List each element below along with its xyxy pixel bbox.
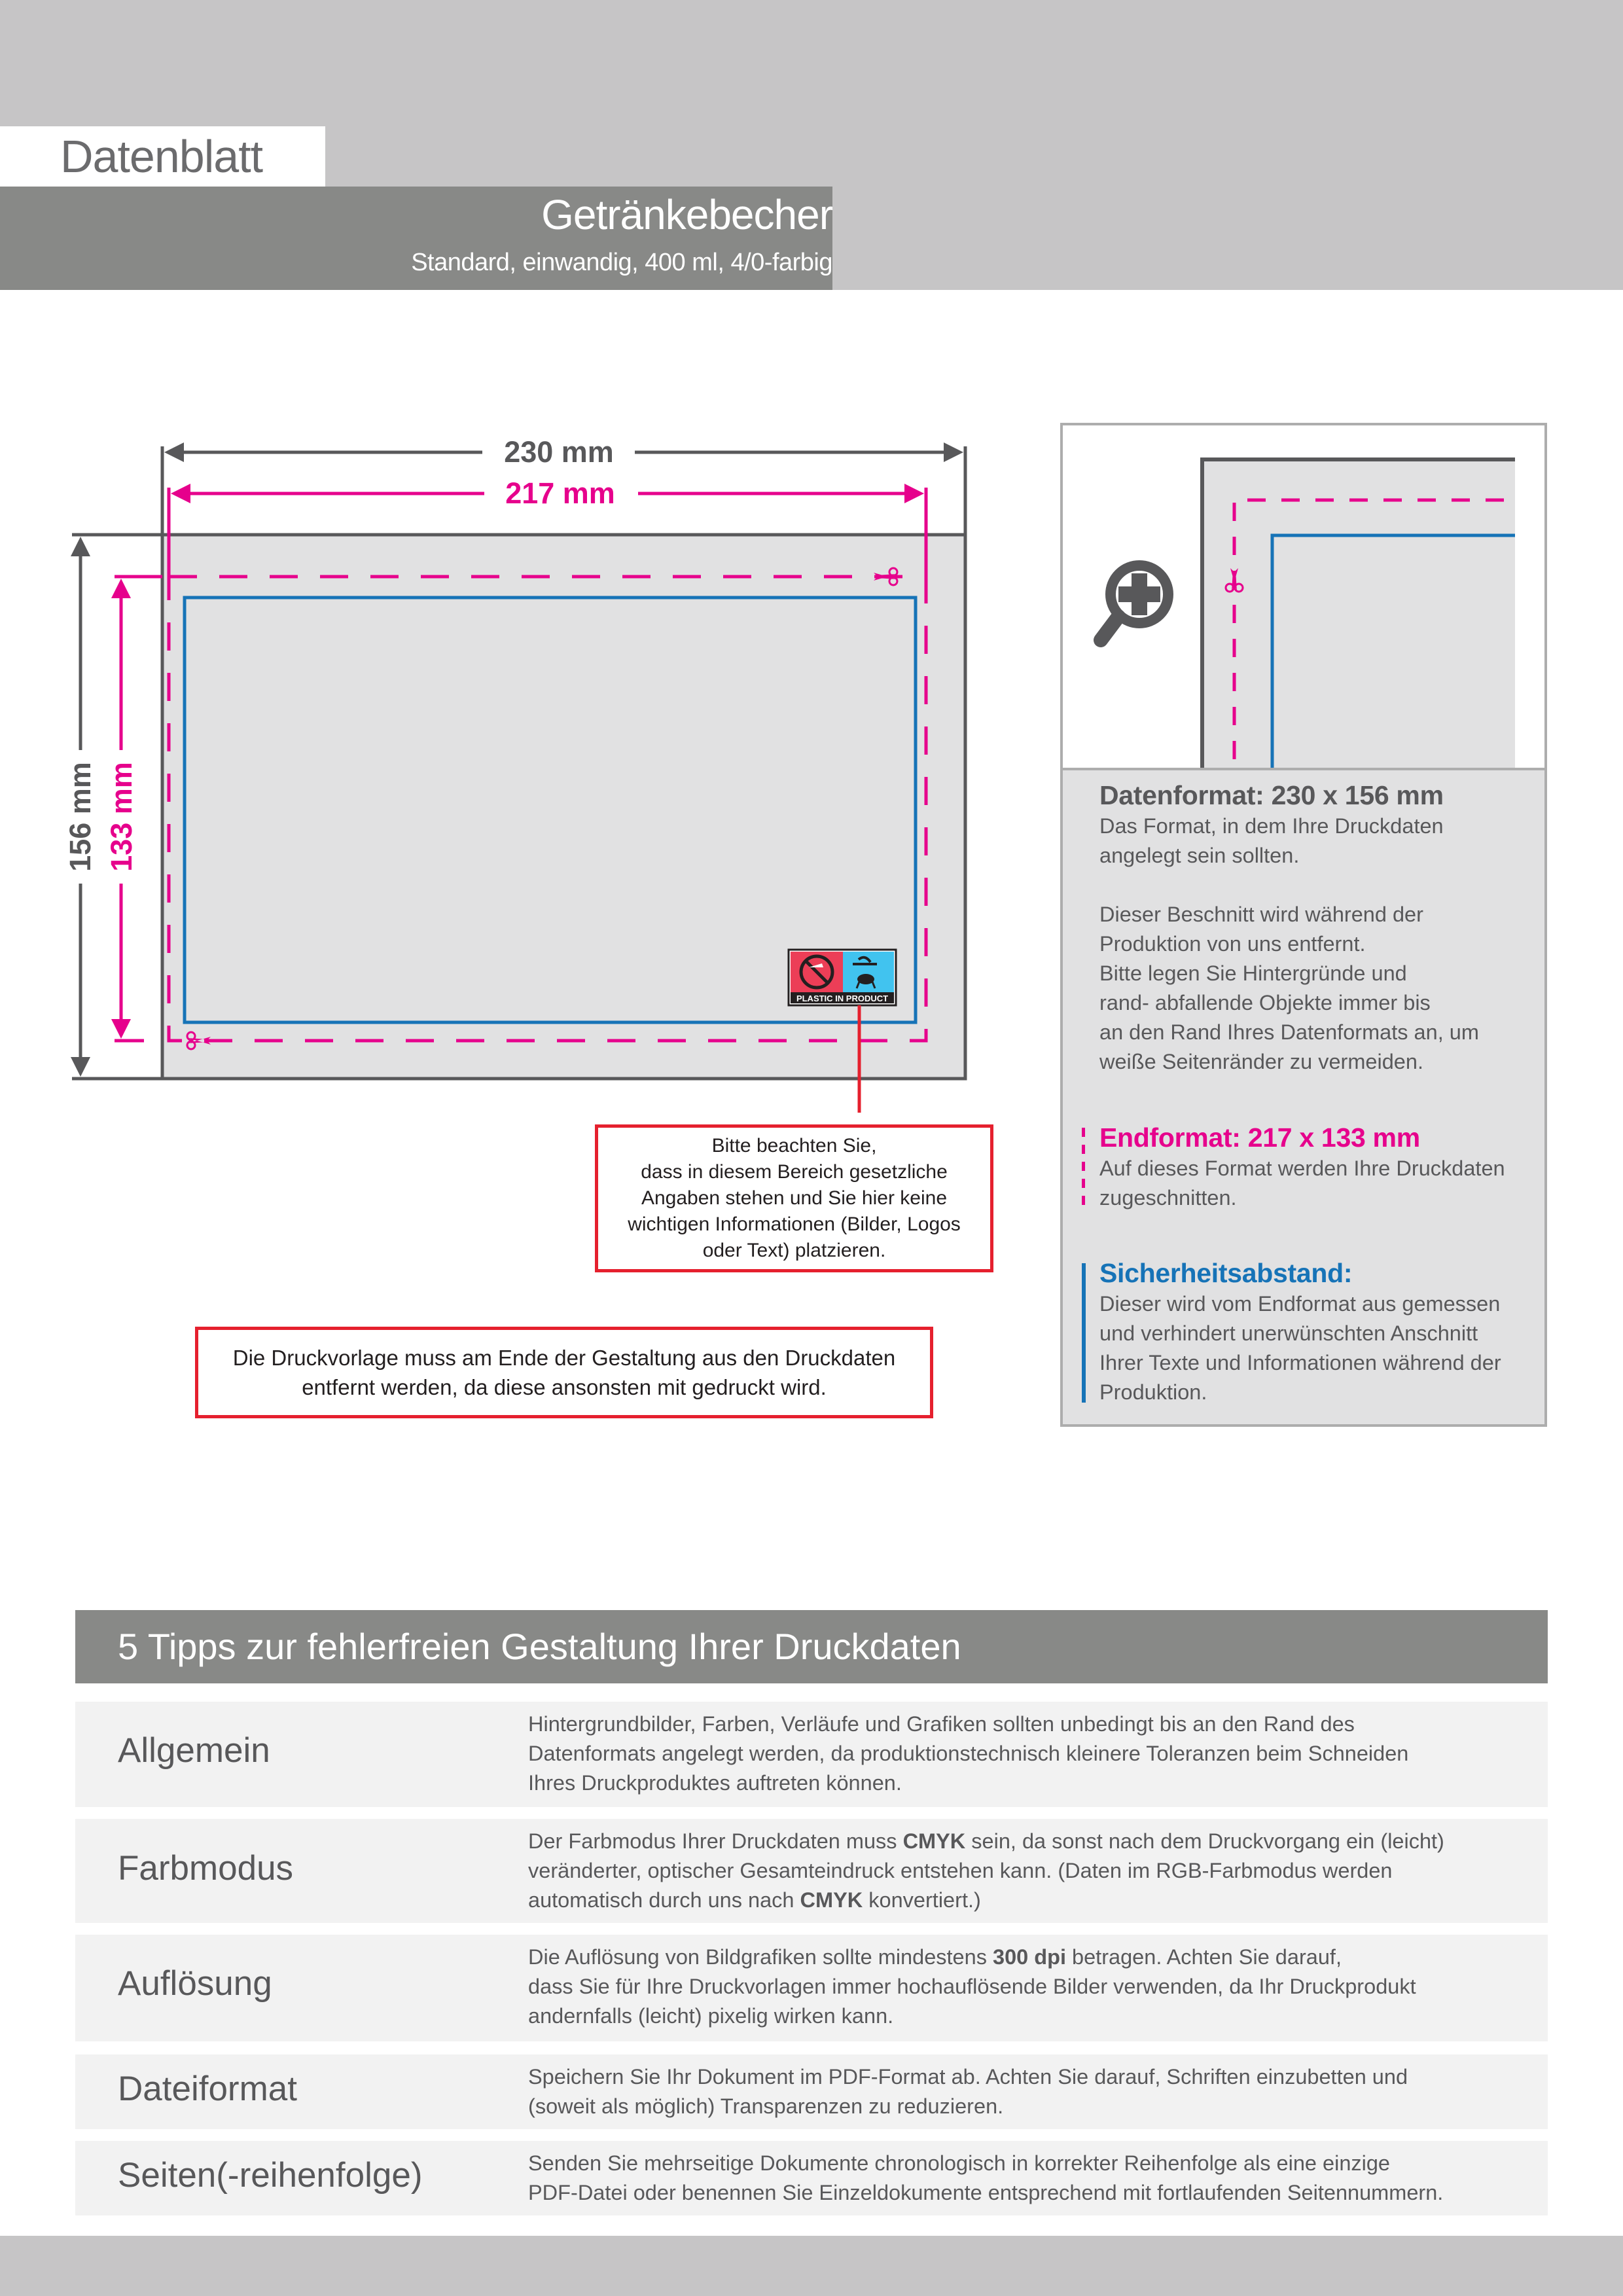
plastic-in-product-label [789, 950, 896, 1005]
footer-band [0, 2236, 1623, 2296]
text-run: Speichern Sie Ihr Dokument im PDF-Format ab. Achten Sie darauf, Schriften einzubetten und (soweit als möglich) Transparenzen zu reduzieren. [528, 2065, 1408, 2118]
text-run: konvertiert.) [863, 1888, 981, 1912]
text-run: betragen. Achten Sie darauf, dass Sie für Ihre Druckvorlagen immer hochauflösende Bilder verwenden, da Ihr Druckprodukt andernfalls (leicht) pixelig wirken kann. [528, 1945, 1416, 2028]
emphasis-text: 300 dpi [993, 1945, 1066, 1969]
sicherheitsabstand-text: Dieser wird vom Endformat aus gemessen und verhindert unerwünschten Anschnitt Ihrer Texte und Informationen während der Produktion. [1099, 1292, 1501, 1404]
datenformat-title: Datenformat: 230 x 156 mm [1099, 780, 1444, 810]
remove-template-note-text: Die Druckvorlage muss am Ende der Gestaltung aus den Druckdaten entfernt werden, da diese ansonsten mit gedruckt wird. [232, 1346, 896, 1399]
width-data-label: 230 mm [504, 435, 614, 469]
tip-label: Farbmodus [118, 1849, 294, 1888]
doc-type-label: Datenblatt [60, 131, 263, 182]
tip-label: Allgemein [118, 1731, 270, 1770]
magnifier-plus-icon [1101, 565, 1168, 640]
tip-label: Seiten(-reihenfolge) [118, 2156, 423, 2195]
product-title: Getränkebecher [541, 191, 832, 238]
tip-description [528, 1943, 1536, 2031]
text-run: sein, da sonst nach dem Druckvorgang ein (leicht) veränderter, optischer Gesamteindruck entstehen kann. (Daten im RGB-Farbmodus werden automatisch durch uns nach [528, 1829, 1444, 1912]
text-run: Senden Sie mehrseitige Dokumente chronologisch in korrekter Reihenfolge als eine einzige PDF-Datei oder benennen Sie Einzeldokumente entsprechend mit fortlaufenden Seitennummern. [528, 2151, 1444, 2204]
endformat-info [1099, 1121, 1538, 1213]
sicherheitsabstand-info [1099, 1257, 1538, 1407]
endformat-title: Endformat: 217 x 133 mm [1099, 1122, 1420, 1153]
text-run: Die Auflösung von Bildgrafiken sollte mindestens [528, 1945, 993, 1969]
legal-area-note [595, 1124, 993, 1272]
tip-row [75, 2054, 1548, 2129]
remove-template-note [195, 1327, 933, 1418]
tips-title: 5 Tipps zur fehlerfreien Gestaltung Ihrer Druckdaten [118, 1626, 961, 1667]
text-run: Hintergrundbilder, Farben, Verläufe und Grafiken sollten unbedingt bis an den Rand des Datenformats angelegt werden, da produktionstechnisch kleinere Toleranzen beim Schneiden Ihres Druckproduktes auftreten können. [528, 1712, 1409, 1795]
tip-row [75, 1935, 1548, 2041]
info-panel [1060, 423, 1547, 1427]
text-run: Der Farbmodus Ihrer Druckdaten muss [528, 1829, 903, 1853]
endformat-text: Auf dieses Format werden Ihre Druckdaten zugeschnitten. [1099, 1157, 1505, 1210]
tip-description [528, 1827, 1536, 1915]
height-final-label: 133 mm [105, 762, 138, 872]
endformat-dashed-marker [1082, 1128, 1085, 1210]
tip-description [528, 2062, 1536, 2121]
emphasis-text: CMYK [800, 1888, 863, 1912]
datenformat-info [1099, 779, 1538, 1077]
datenformat-text: Das Format, in dem Ihre Druckdaten angelegt sein sollten. Dieser Beschnitt wird während der Produktion von uns entfernt. Bitte legen Sie Hintergründe und rand- abfallende Objekte immer bis an den Rand Ihres Datenformats an, um weiße Seitenränder zu vermeiden. [1099, 814, 1479, 1073]
tip-row [75, 1702, 1548, 1807]
width-final-label: 217 mm [505, 476, 615, 510]
zoom-detail [1063, 425, 1544, 770]
emphasis-text: CMYK [902, 1829, 966, 1853]
sicherheitsabstand-title: Sicherheitsabstand: [1099, 1258, 1353, 1288]
sicherheit-marker [1082, 1263, 1086, 1403]
height-data-label: 156 mm [63, 762, 97, 872]
plastic-label-text: PLASTIC IN PRODUCT [796, 994, 889, 1003]
tip-row [75, 1819, 1548, 1923]
format-diagram [0, 393, 1021, 1113]
tip-label: Dateiformat [118, 2070, 297, 2108]
tip-description [528, 2149, 1536, 2208]
tip-row [75, 2141, 1548, 2215]
tip-label: Auflösung [118, 1964, 272, 2003]
zoom-detail-diagram [1063, 425, 1544, 768]
legal-area-note-text: Bitte beachten Sie, dass in diesem Bereich gesetzliche Angaben stehen und Sie hier keine wichtigen Informationen (Bilder, Logos oder Text) platzieren. [628, 1135, 961, 1261]
product-subtitle: Standard, einwandig, 400 ml, 4/0-farbig [411, 249, 832, 276]
tip-description [528, 1710, 1536, 1798]
